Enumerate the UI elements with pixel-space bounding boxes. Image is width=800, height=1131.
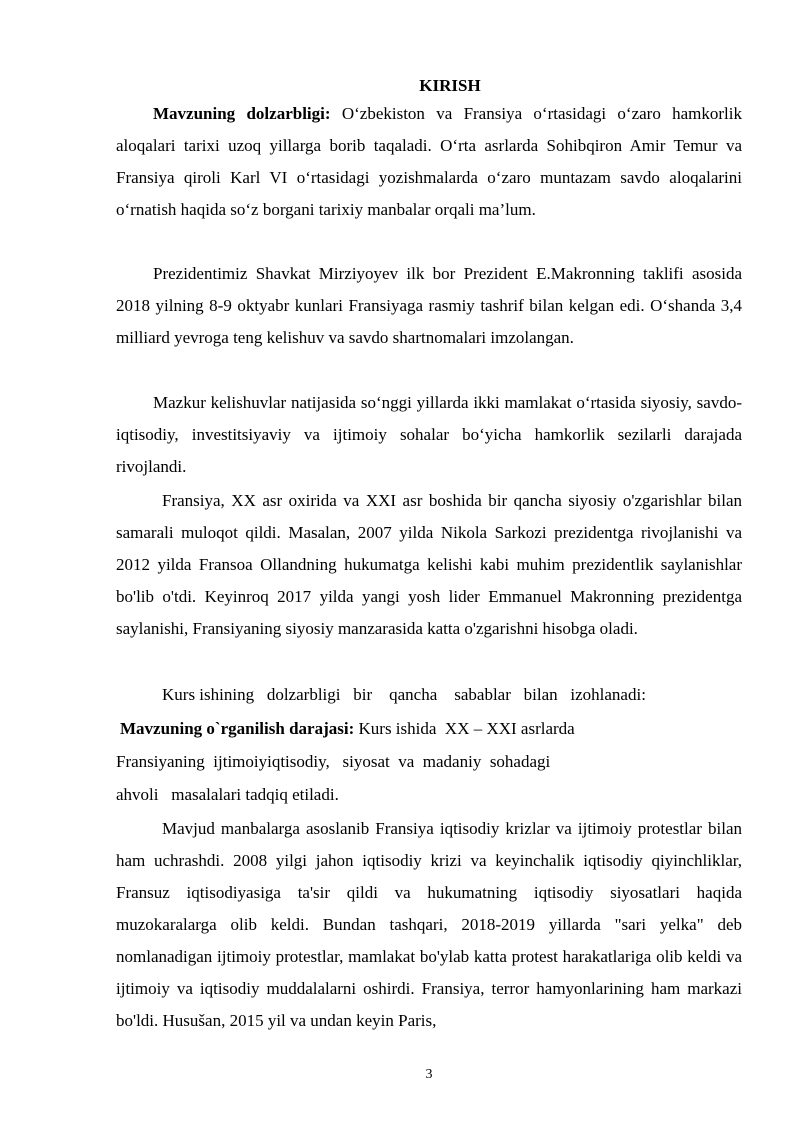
paragraph-president-visit: Prezidentimiz Shavkat Mirziyoyev ilk bor Prezident E.Makronning taklifi asosida 2018 yilning 8-9 oktyabr kunlari Fransiyaga rasmiy tashrif bilan kelgan edi. O‘shanda 3,4 milliard yevroga teng kelishuv va savdo shartnomalari imzolangan. [116,264,742,347]
study-level-label: Mavzuning o`rganilish darajasi: [120,719,355,738]
relevance-text: O‘zbekiston va Fransiya o‘rtasidagi o‘zaro hamkorlik aloqalari tarixi uzoq yillarga borib taqaladi. O‘rta asrlarda Sohibqiron Amir Temur va Fransiya qiroli Karl VI o‘rtasidagi yozishmalarda o‘zaro muntazam savdo aloqalarini o‘rnatish haqida so‘z borgani tarixiy manbalar orqali ma’lum. [116,104,742,219]
paragraph-agreements: Mazkur kelishuvlar natijasida so‘nggi yillarda ikki mamlakat o‘rtasida siyosiy, savdo-iqtisodiy, investitsiyaviy va ijtimoiy sohalar bo‘yicha hamkorlik sezilarli darajada rivojlandi. [116,393,742,476]
study-level-text-1: Kurs ishida XX – XXI asrlarda [354,719,575,738]
page-number: 3 [425,1067,433,1082]
study-level-line-3: ahvoli masalalari tadqiq etiladi. [116,785,339,804]
paragraph-political-changes: Fransiya, XX asr oxirida va XXI asr boshida bir qancha siyosiy o'zgarishlar bilan samarali muloqot qildi. Masalan, 2007 yilda Nikola Sarkozi prezidentga rivojlanishi va 2012 yilda Fransoa Ollandning hukumatga kelishi kabi muhim prezidentlik saylanishlar bo'lib o'tdi. Keyinroq 2017 yilda yangi yosh lider Emmanuel Makronning prezidentga saylanishi, Fransiyaning siyosiy manzarasida katta o'zgarishni hisobga oladi. [116,491,742,638]
study-level-line-2: Fransiyaning ijtimoiyiqtisodiy, siyosat va madaniy sohadagi [116,752,551,771]
study-level-line-1 [120,717,575,741]
relevance-label: Mavzuning dolzarbligi: [153,104,331,123]
paragraph-crises-protests: Mavjud manbalarga asoslanib Fransiya iqtisodiy krizlar va ijtimoiy protestlar bilan ham uchrashdi. 2008 yilgi jahon iqtisodiy krizi va keyinchalik iqtisodiy qiyinchliklar, Fransuz iqtisodiyasiga ta'sir qildi va hukumatning iqtisodiy siyosatlari haqida muzokaralarga olib keldi. Bundan tashqari, 2018-2019 yillarda "sari yelka" deb nomlanadigan ijtimoiy protestlar, mamlakat bo'ylab katta protest harakatlariga olib keldi va ijtimoiy va iqtisodiy muddalalarni oshirdi. Fransiya, terror hamyonlarining ham markazi bo'ldi. Husušan, 2015 yil va undan keyin Paris, [116,819,742,1030]
paragraph-relevance [116,98,742,226]
document-heading: KIRISH [419,76,481,95]
paragraph-course-relevance: Kurs ishining dolzarbligi bir qancha sabablar bilan izohlanadi: [162,685,646,704]
